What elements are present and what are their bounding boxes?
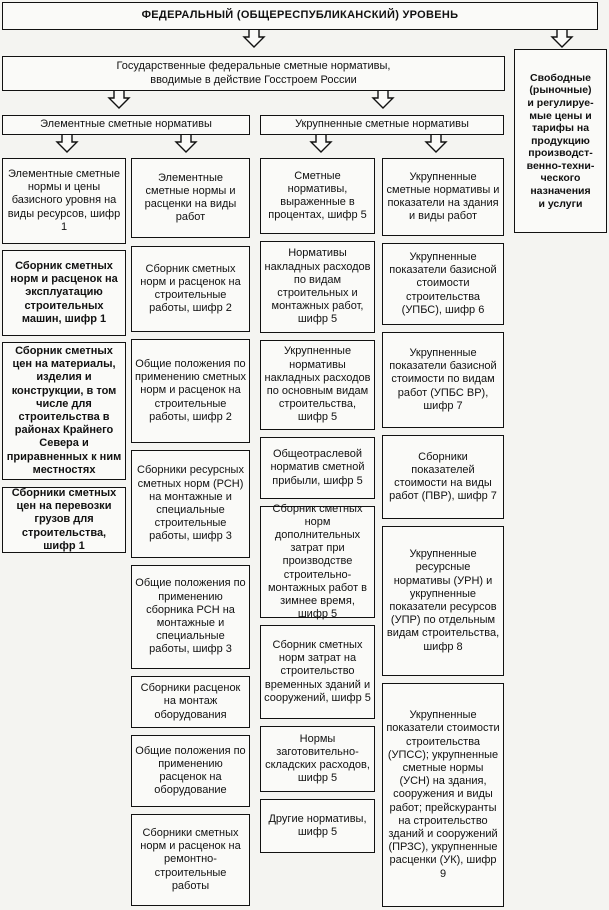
col2-item: Общие положения по применению сметных норм и расценок на строительные работы, шифр 2 — [131, 339, 250, 443]
col3-item: Сметные нормативы, выраженные в процентах, шифр 5 — [260, 158, 375, 234]
col2-item: Сборники расценок на монтаж оборудования — [131, 676, 250, 728]
enlarged-norms-header: Укрупненные сметные нормативы — [260, 115, 504, 135]
col3-item: Сборник сметных норм затрат на строительство временных зданий и сооружений, шифр 5 — [260, 625, 375, 719]
free-prices-box: Свободные (рыночные) и регулируе- мые цены и тарифы на продукцию производст- венно-техни- ческого назначения и услуги — [514, 49, 607, 233]
col1-item: Сборники сметных цен на перевозки грузов для строительства, шифр 1 — [2, 487, 126, 553]
federal-level-box: ФЕДЕРАЛЬНЫЙ (ОБЩЕРЕСПУБЛИКАНСКИЙ) УРОВЕНЬ — [2, 2, 598, 30]
col4-item: Сборники показателей стоимости на виды работ (ПВР), шифр 7 — [382, 435, 504, 519]
col4-item: Укрупненные показатели базисной стоимости строительства (УПБС), шифр 6 — [382, 243, 504, 325]
col3-item: Нормы заготовительно-складских расходов, шифр 5 — [260, 726, 375, 792]
col3-item: Общеотраслевой норматив сметной прибыли, шифр 5 — [260, 437, 375, 499]
col1-item: Сборник сметных цен на материалы, изделия и конструкции, в том числе для строительства в районах Крайнего Севера и приравненных к ним местностях — [2, 342, 126, 480]
col3-item: Укрупненные нормативы накладных расходов по основным видам строительства, шифр 5 — [260, 340, 375, 430]
col4-item: Укрупненные показатели стоимости строительства (УПСС); укрупненные сметные нормы (УСН) на здания, сооружения и виды работ; прейскуранты на строительство зданий и сооружений (ПРЗС), укрупненные расценки (УК), шифр 9 — [382, 683, 504, 907]
gosstroy-norms-box: Государственные федеральные сметные нормативы, вводимые в действие Госстроем России — [2, 56, 505, 91]
col1-item: Элементные сметные нормы и цены базисного уровня на виды ресурсов, шифр 1 — [2, 158, 126, 244]
col3-item: Сборник сметных норм дополнительных затрат при производстве строительно-монтажных работ в зимнее время, шифр 5 — [260, 506, 375, 618]
col4-item: Укрупненные сметные нормативы и показатели на здания и виды работ — [382, 158, 504, 236]
col2-item: Сборник сметных норм и расценок на строительные работы, шифр 2 — [131, 246, 250, 332]
col1-item: Сборник сметных норм и расценок на эксплуатацию строительных машин, шифр 1 — [2, 250, 126, 336]
col3-item: Нормативы накладных расходов по видам строительных и монтажных работ, шифр 5 — [260, 241, 375, 333]
col2-item: Общие положения по применению расценок на оборудование — [131, 735, 250, 807]
col3-item: Другие нормативы, шифр 5 — [260, 799, 375, 853]
col4-item: Укрупненные ресурсные нормативы (УРН) и укрупненные показатели ресурсов (УПР) по отдельным видам строительства, шифр 8 — [382, 526, 504, 676]
col2-item: Элементные сметные нормы и расценки на виды работ — [131, 158, 250, 238]
col4-item: Укрупненные показатели базисной стоимости по видам работ (УПБС ВР), шифр 7 — [382, 332, 504, 428]
col2-item: Общие положения по применению сборника РСН на монтажные и специальные работы, шифр 3 — [131, 565, 250, 669]
col2-item: Сборники сметных норм и расценок на ремонтно-строительные работы — [131, 814, 250, 906]
col2-item: Сборники ресурсных сметных норм (РСН) на монтажные и специальные строительные работы, шифр 3 — [131, 450, 250, 558]
element-norms-header: Элементные сметные нормативы — [2, 115, 250, 135]
